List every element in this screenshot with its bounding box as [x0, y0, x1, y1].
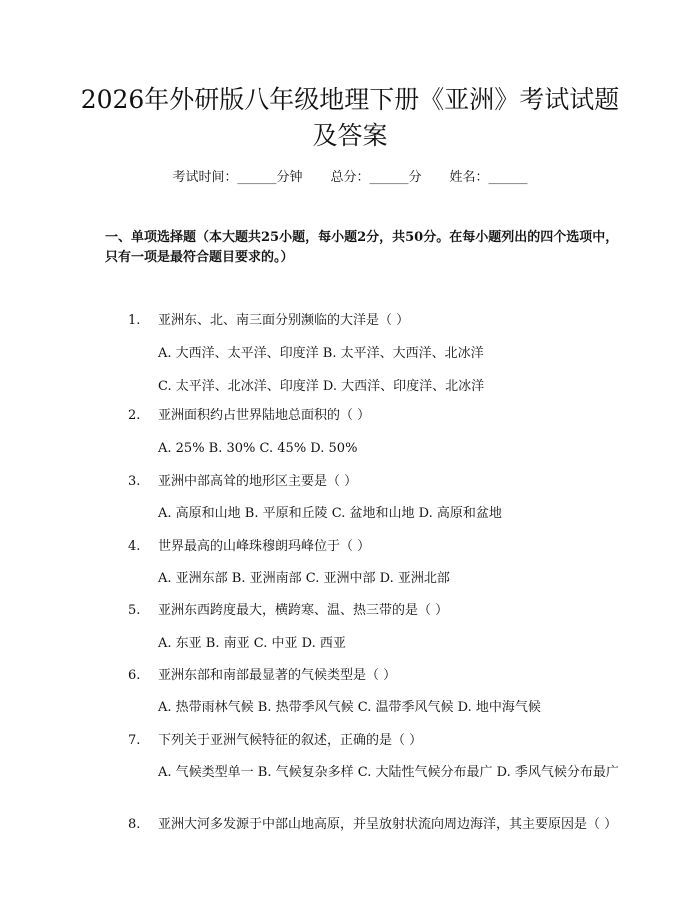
question-text: 亚洲东、北、南三面分别濒临的大洋是（ ） [158, 313, 410, 328]
question-number: 8. [128, 817, 141, 832]
question-text: 世界最高的山峰珠穆朗玛峰位于（ ） [158, 539, 371, 554]
question-number: 2. [128, 408, 141, 423]
question-text: 亚洲中部高耸的地形区主要是（ ） [158, 474, 358, 489]
question-2-options: A. 25% B. 30% C. 45% D. 50% [158, 441, 358, 456]
question-7 [128, 731, 628, 751]
question-4 [128, 537, 628, 557]
question-7-options: A. 气候类型单一 B. 气候复杂多样 C. 大陆性气候分布最广 D. 季风气候分布最广 [158, 765, 619, 780]
student-name-label: 姓名：______ [449, 170, 528, 185]
question-3-options: A. 高原和山地 B. 平原和丘陵 C. 盆地和山地 D. 高原和盆地 [158, 506, 502, 521]
question-4-options: A. 亚洲东部 B. 亚洲南部 C. 亚洲中部 D. 亚洲北部 [158, 571, 450, 586]
question-5 [128, 601, 628, 621]
question-number: 1. [128, 313, 141, 328]
question-text: 亚洲东部和南部最显著的气候类型是（ ） [158, 668, 397, 683]
total-score-label: 总分：______分 [330, 170, 422, 185]
question-number: 6. [128, 668, 141, 683]
question-number: 3. [128, 474, 141, 489]
question-number: 4. [128, 539, 141, 554]
page-title: 2026年外研版八年级地理下册《亚洲》考试试题及答案 [80, 85, 620, 150]
question-6-options: A. 热带雨林气候 B. 热带季风气候 C. 温带季风气候 D. 地中海气候 [158, 700, 541, 715]
question-6 [128, 666, 628, 686]
exam-time-label: 考试时间：______分钟 [172, 170, 303, 185]
question-number: 7. [128, 733, 141, 748]
question-text: 亚洲面积约占世界陆地总面积的（ ） [158, 408, 371, 423]
section-heading: 一、单项选择题（本大题共25小题，每小题2分，共50分。在每小题列出的四个选项中，只有一项是最符合题目要求的。） [105, 230, 619, 265]
question-2 [128, 406, 628, 426]
question-text: 亚洲大河多发源于中部山地高原，并呈放射状流向周边海洋，其主要原因是（ ） [158, 817, 618, 832]
question-5-options: A. 东亚 B. 南亚 C. 中亚 D. 西亚 [158, 636, 346, 651]
question-1-options-row-2: C. 太平洋、北冰洋、印度洋 D. 大西洋、印度洋、北冰洋 [158, 379, 485, 394]
question-number: 5. [128, 603, 141, 618]
question-text: 亚洲东西跨度最大，横跨寒、温、热三带的是（ ） [158, 603, 449, 618]
question-text: 下列关于亚洲气候特征的叙述，正确的是（ ） [158, 733, 423, 748]
question-1-options-row-1: A. 大西洋、太平洋、印度洋 B. 太平洋、大西洋、北冰洋 [158, 346, 484, 361]
question-1 [128, 311, 628, 331]
question-8 [105, 815, 628, 835]
question-3 [128, 472, 628, 492]
